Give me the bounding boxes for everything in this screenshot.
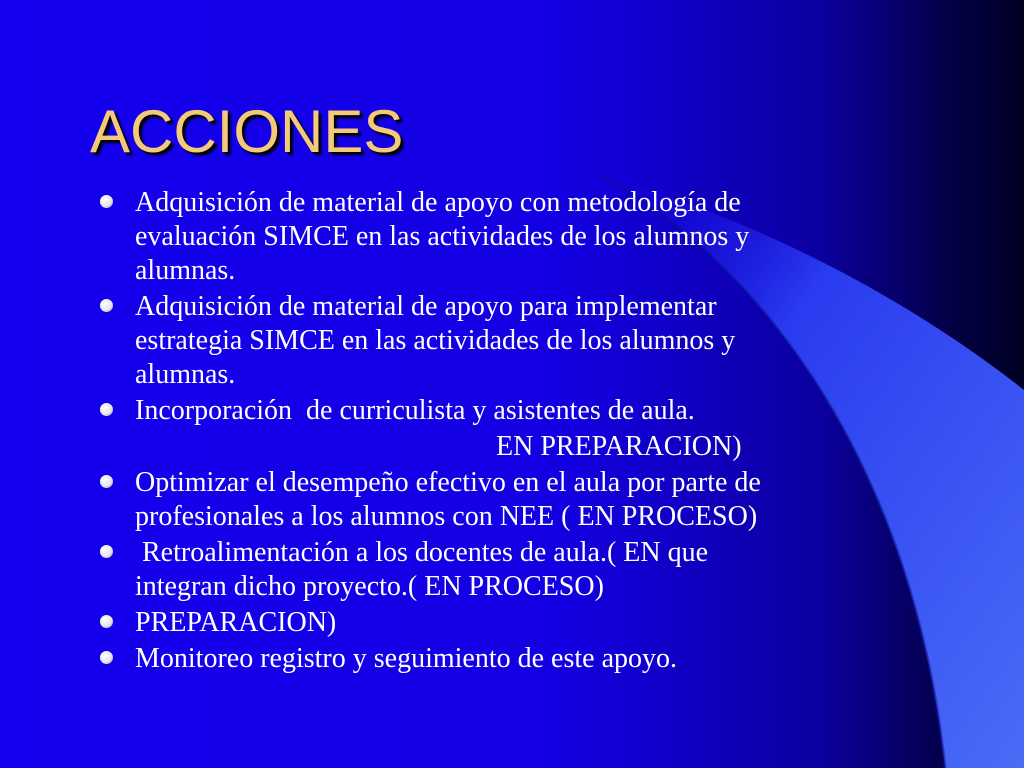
bullet-dot-icon <box>100 615 113 628</box>
bullet-item <box>0 394 1024 428</box>
bullet-item <box>0 186 1024 288</box>
continuation-line <box>0 430 1024 464</box>
bullet-text: Adquisición de material de apoyo para implementar estrategia SIMCE en las actividades de los alumnos y alumnas. <box>135 291 736 390</box>
bullet-text: PREPARACION) <box>135 607 337 638</box>
bullet-item <box>0 466 1024 534</box>
bullet-item <box>0 642 1024 676</box>
slide-title: ACCIONES <box>90 98 404 165</box>
bullet-dot-icon <box>100 545 113 558</box>
bullet-dot-icon <box>100 403 113 416</box>
bullet-item <box>0 290 1024 392</box>
bullet-dot-icon <box>100 475 113 488</box>
bullet-dot-icon <box>100 299 113 312</box>
bullet-dot-icon <box>100 651 113 664</box>
bullet-text: Monitoreo registro y seguimiento de este apoyo. <box>135 643 677 674</box>
bullet-text: Retroalimentación a los docentes de aula.( EN que integran dicho proyecto.( EN PROCESO) <box>135 537 709 602</box>
bullet-text: Adquisición de material de apoyo con metodología de evaluación SIMCE en las actividades de los alumnos y alumnas. <box>135 187 750 286</box>
bullet-text: EN PREPARACION) <box>496 431 742 462</box>
bullet-item <box>0 606 1024 640</box>
bullet-item <box>0 536 1024 604</box>
bullet-list <box>0 186 1024 678</box>
bullet-text: Incorporación de curriculista y asistentes de aula. <box>135 395 695 426</box>
bullet-text: Optimizar el desempeño efectivo en el aula por parte de profesionales a los alumnos con NEE ( EN PROCESO) <box>135 467 761 532</box>
bullet-dot-icon <box>100 195 113 208</box>
